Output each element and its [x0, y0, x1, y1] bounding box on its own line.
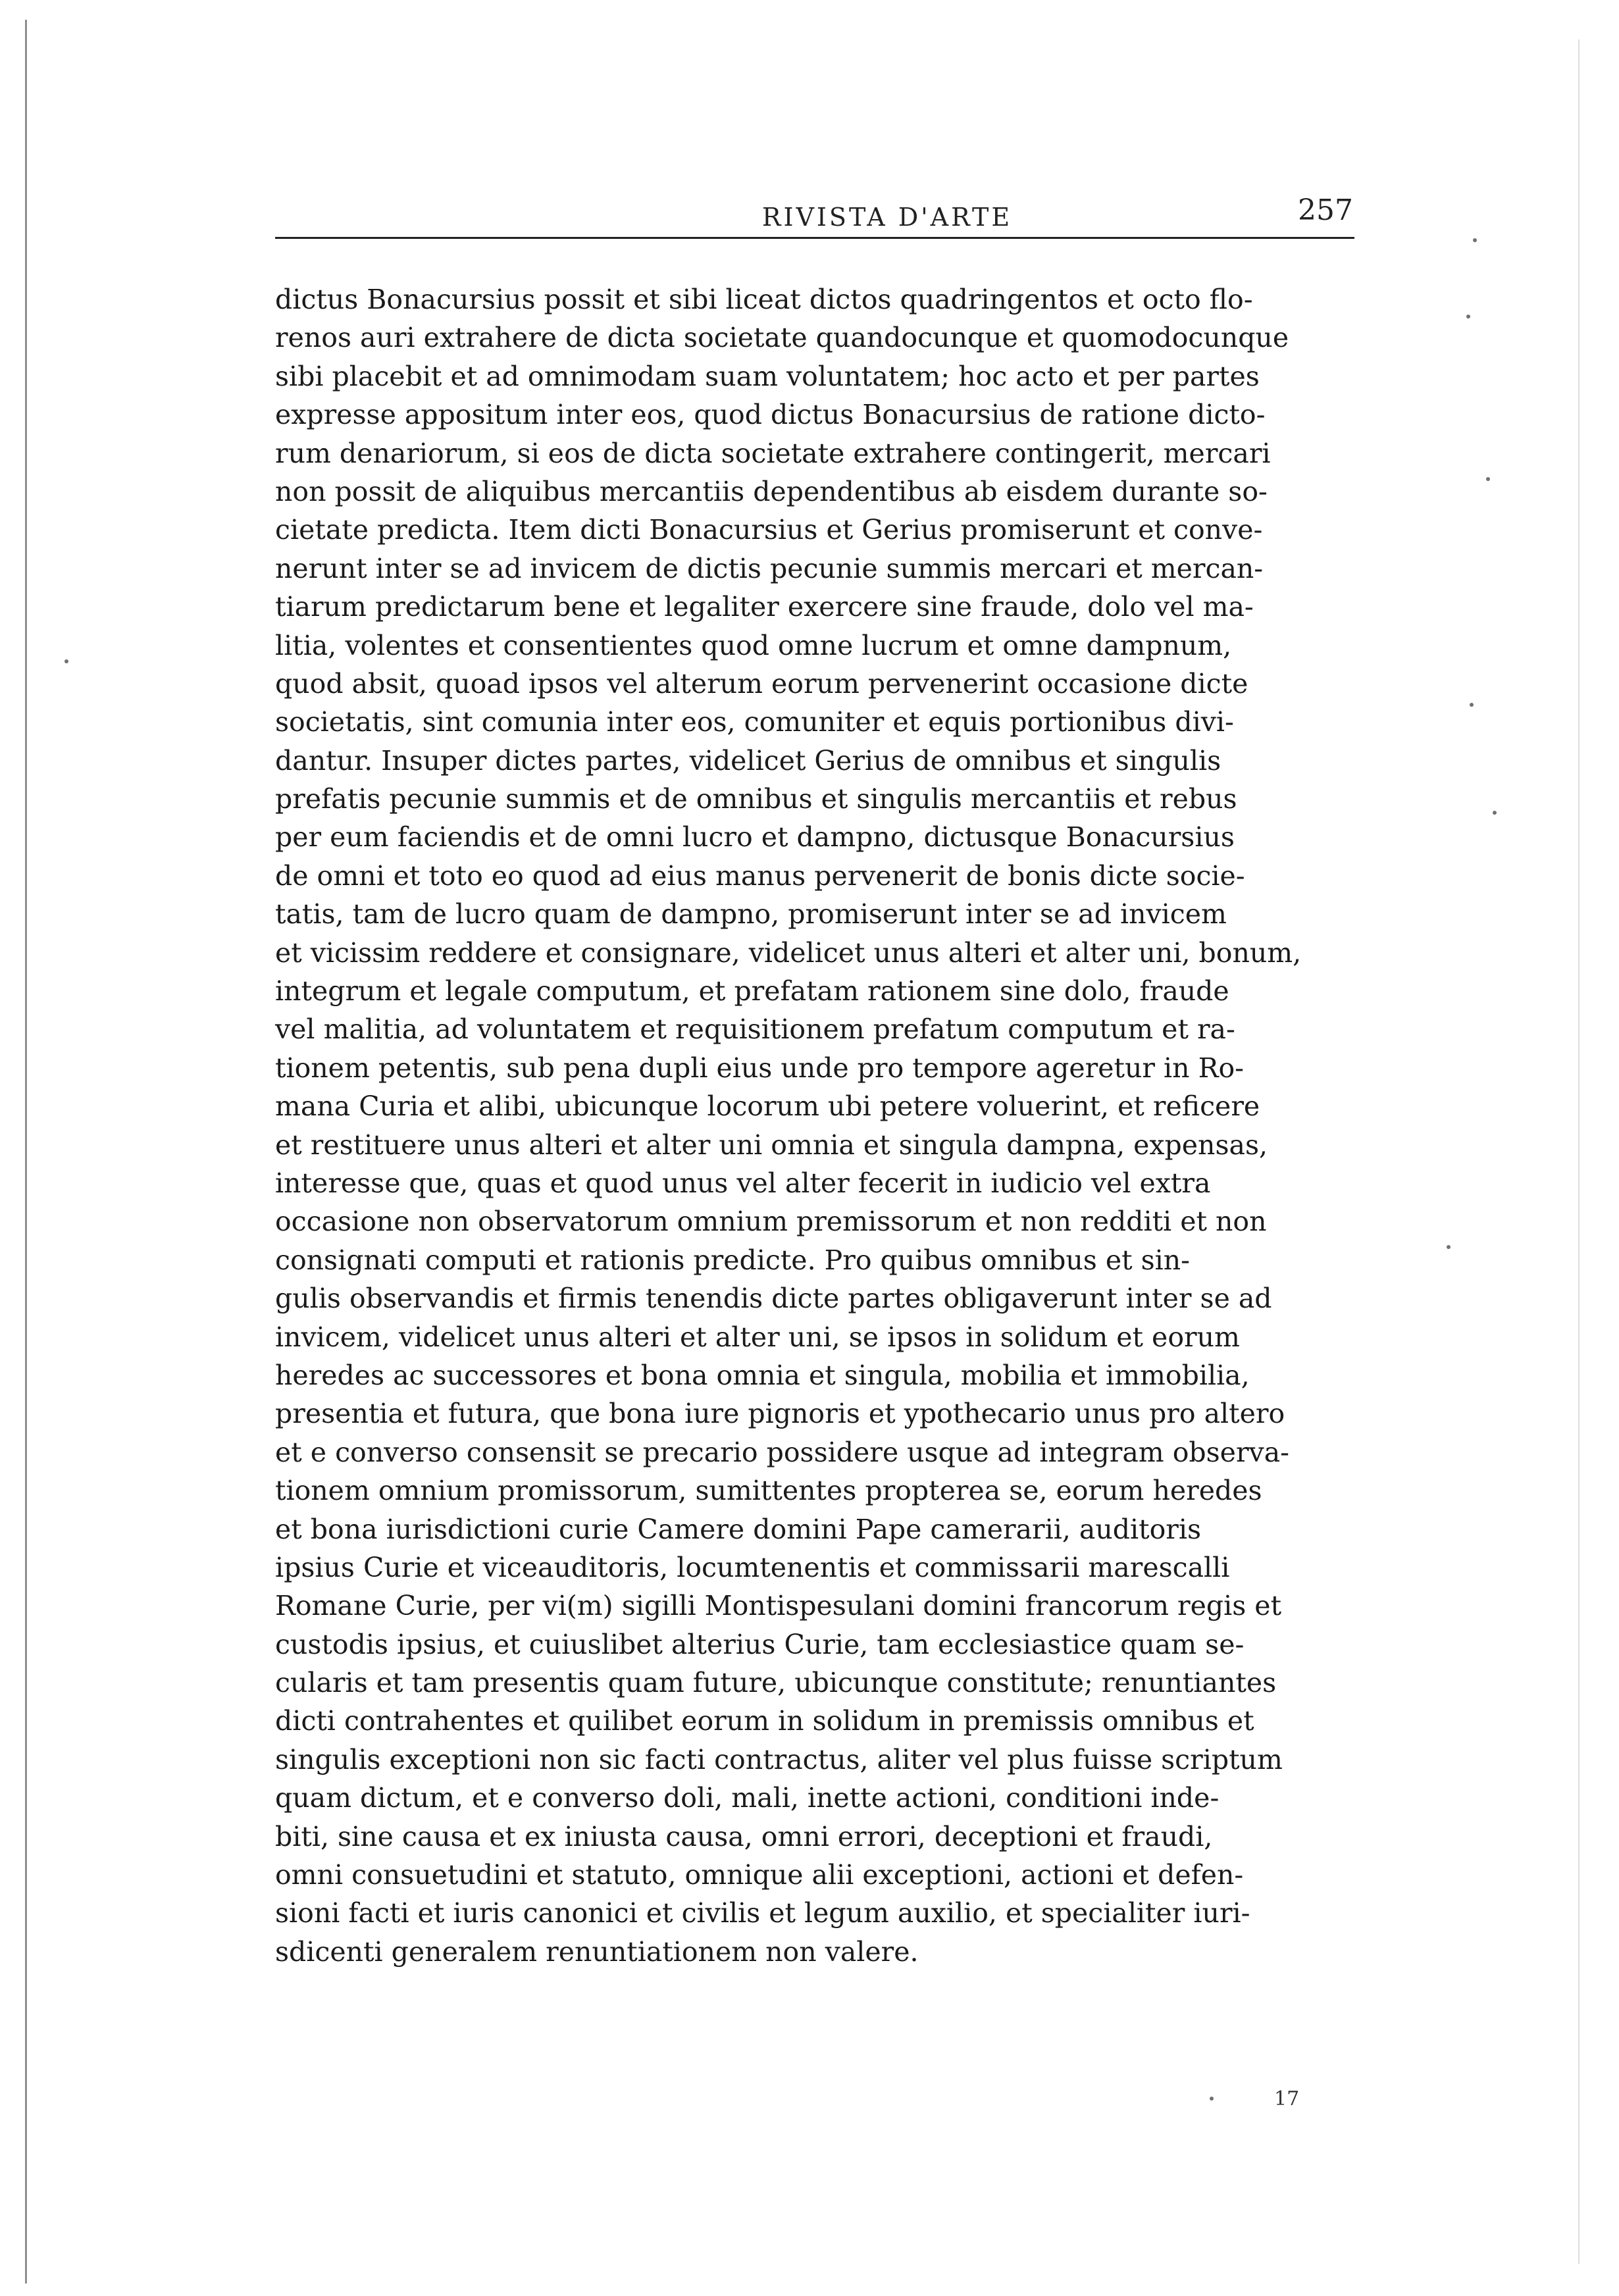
text-line: dictus Bonacursius possit et sibi liceat dictos quadringentos et octo flo-	[275, 284, 1253, 315]
text-line: expresse appositum inter eos, quod dictus Bonacursius de ratione dicto-	[275, 399, 1266, 431]
text-line: quod absit, quoad ipsos vel alterum eorum pervenerint occasione dicte	[275, 667, 1248, 700]
text-line: nerunt inter se ad invicem de dictis pecunie summis mercari et mercan-	[275, 552, 1264, 584]
scan-speck	[1473, 238, 1477, 242]
text-line: mana Curia et alibi, ubicunque locorum ubi petere voluerint, et reficere	[275, 1090, 1260, 1123]
body-text	[275, 280, 1354, 1971]
text-line: tatis, tam de lucro quam de dampno, promiserunt inter se ad invicem	[275, 898, 1227, 931]
text-line: et bona iurisdictioni curie Camere domini Pape camerarii, auditoris	[275, 1513, 1202, 1545]
text-line: societatis, sint comunia inter eos, comuniter et equis portionibus divi-	[275, 706, 1234, 738]
page-header	[275, 191, 1353, 233]
text-line: per eum faciendis et de omni lucro et dampno, dictusque Bonacursius	[275, 821, 1235, 854]
text-line: ipsius Curie et viceauditoris, locumtenentis et commissarii marescalli	[275, 1551, 1230, 1583]
running-title: RIVISTA D'ARTE	[761, 203, 1013, 232]
text-line: litia, volentes et consentientes quod omne lucrum et omne dampnum,	[275, 629, 1232, 661]
text-line: cularis et tam presentis quam future, ubicunque constitute; renuntiantes	[275, 1667, 1277, 1699]
signature-mark: 17	[1274, 2087, 1300, 2110]
text-line: singulis exceptioni non sic facti contractus, aliter vel plus fuisse scriptum	[275, 1743, 1283, 1775]
text-line: et vicissim reddere et consignare, videlicet unus alteri et alter uni, bonum,	[275, 936, 1302, 969]
text-line: integrum et legale computum, et prefatam rationem sine dolo, fraude	[275, 975, 1229, 1008]
page-number: 257	[1298, 193, 1353, 227]
text-line: omni consuetudini et statuto, omnique alii exceptioni, actioni et defen-	[275, 1859, 1244, 1891]
text-line: non possit de aliquibus mercantiis dependentibus ab eisdem durante so-	[275, 475, 1268, 507]
text-line: sioni facti et iuris canonici et civilis et legum auxilio, et specialiter iuri-	[275, 1897, 1250, 1929]
text-line: heredes ac successores et bona omnia et singula, mobilia et immobilia,	[275, 1359, 1250, 1391]
text-line: rum denariorum, si eos de dicta societate extrahere contingerit, mercari	[275, 437, 1271, 469]
text-line: tionem omnium promissorum, sumittentes propterea se, eorum heredes	[275, 1475, 1262, 1507]
text-line: presentia et futura, que bona iure pignoris et ypothecario unus pro altero	[275, 1398, 1285, 1430]
header-rule	[275, 237, 1354, 239]
text-line: tiarum predictarum bene et legaliter exercere sine fraude, dolo vel ma-	[275, 591, 1254, 623]
text-line: sdicenti generalem renuntiationem non valere.	[275, 1935, 919, 1968]
text-line: quam dictum, et e converso doli, mali, inette actioni, conditioni inde-	[275, 1782, 1220, 1814]
text-line: sibi placebit et ad omnimodam suam voluntatem; hoc acto et per partes	[275, 360, 1260, 392]
scan-speck	[1466, 315, 1470, 319]
text-line: invicem, videlicet unus alteri et alter uni, se ipsos in solidum et eorum	[275, 1321, 1240, 1353]
text-line: dantur. Insuper dictes partes, videlicet Gerius de omnibus et singulis	[275, 744, 1221, 777]
scan-edge-right	[1578, 39, 1580, 2264]
text-line: occasione non observatorum omnium premissorum et non redditi et non	[275, 1206, 1267, 1238]
text-line: renos auri extrahere de dicta societate quandocunque et quomodocunque	[275, 322, 1289, 354]
text-line: et e converso consensit se precario possidere usque ad integram observa-	[275, 1436, 1290, 1468]
text-line: vel malitia, ad voluntatem et requisitionem prefatum computum et ra-	[275, 1013, 1235, 1046]
text-line: et restituere unus alteri et alter uni omnia et singula dampna, expensas,	[275, 1129, 1268, 1161]
text-line: prefatis pecunie summis et de omnibus et singulis mercantiis et rebus	[275, 783, 1237, 815]
scan-edge-left	[25, 20, 27, 2283]
text-line: tionem petentis, sub pena dupli eius unde pro tempore ageretur in Ro-	[275, 1052, 1244, 1084]
text-line: dicti contrahentes et quilibet eorum in solidum in premissis omnibus et	[275, 1705, 1254, 1737]
scan-speck	[1447, 1245, 1451, 1249]
scan-speck	[1493, 811, 1497, 815]
text-line: de omni et toto eo quod ad eius manus pervenerit de bonis dicte socie-	[275, 859, 1245, 892]
text-line: interesse que, quas et quod unus vel alter fecerit in iudicio vel extra	[275, 1167, 1211, 1199]
scan-speck	[1486, 477, 1490, 481]
text-line: Romane Curie, per vi(m) sigilli Montispesulani domini francorum regis et	[275, 1590, 1282, 1622]
text-line: gulis observandis et firmis tenendis dicte partes obligaverunt inter se ad	[275, 1283, 1272, 1315]
scan-speck	[1470, 703, 1474, 707]
text-line: biti, sine causa et ex iniusta causa, omni errori, deceptioni et fraudi,	[275, 1820, 1213, 1852]
text-line: custodis ipsius, et cuiuslibet alterius Curie, tam ecclesiastice quam se-	[275, 1628, 1245, 1660]
scan-speck	[64, 659, 68, 663]
text-line: consignati computi et rationis predicte. Pro quibus omnibus et sin-	[275, 1244, 1191, 1276]
text-line: cietate predicta. Item dicti Bonacursius et Gerius promiserunt et conve-	[275, 514, 1263, 546]
scan-speck	[1210, 2097, 1214, 2101]
